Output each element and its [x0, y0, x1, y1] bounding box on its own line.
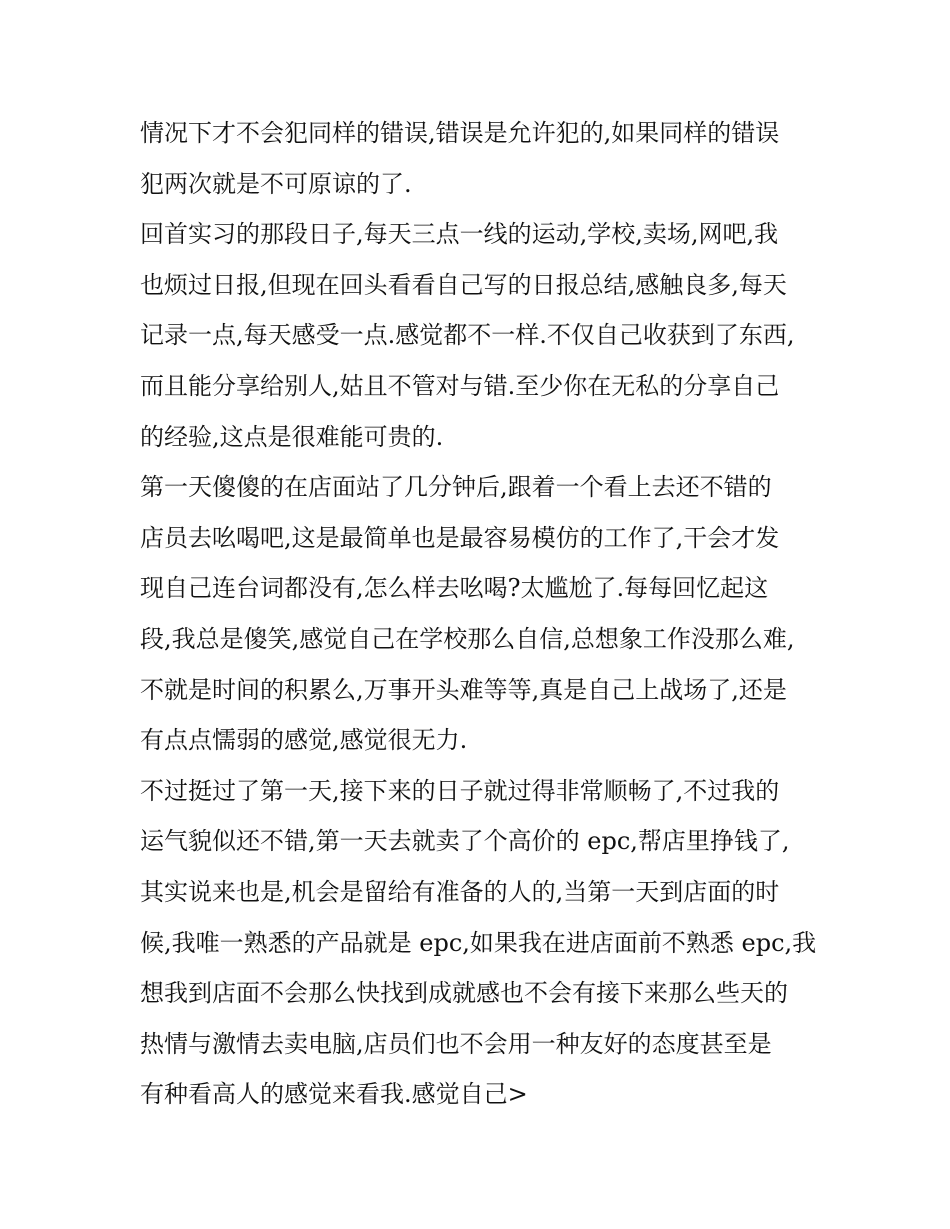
text-line: 想我到店面不会那么快找到成就感也不会有接下来那么些天的: [140, 979, 788, 1008]
text-line: 回首实习的那段日子,每天三点一线的运动,学校,卖场,网吧,我: [140, 220, 779, 249]
text-line: 不就是时间的积累么,万事开头难等等,真是自己上战场了,还是: [140, 675, 787, 704]
text-line: 有点点懦弱的感觉,感觉很无力.: [140, 726, 468, 755]
text-line: 也烦过日报,但现在回头看看自己写的日报总结,感触良多,每天: [140, 270, 787, 299]
body-text: [140, 108, 820, 1120]
text-line: 有种看高人的感觉来看我.感觉自己>: [140, 1080, 528, 1109]
text-line: 不过挺过了第一天,接下来的日子就过得非常顺畅了,不过我的: [140, 776, 780, 805]
text-line: 记录一点,每天感受一点.感觉都不一样.不仅自己收获到了东西,: [140, 321, 795, 350]
text-line: 犯两次就是不可原谅的了.: [140, 169, 412, 198]
text-line: 而且能分享给别人,姑且不管对与错.至少你在无私的分享自己: [140, 371, 780, 400]
text-line: 的经验,这点是很难能可贵的.: [140, 422, 444, 451]
text-line: 其实说来也是,机会是留给有准备的人的,当第一天到店面的时: [140, 877, 780, 906]
text-line: 店员去吆喝吧,这是最简单也是最容易模仿的工作了,干会才发: [140, 523, 780, 552]
text-line: 段,我总是傻笑,感觉自己在学校那么自信,总想象工作没那么难,: [140, 624, 795, 653]
text-line: 第一天傻傻的在店面站了几分钟后,跟着一个看上去还不错的: [140, 473, 772, 502]
text-line: 现自己连台词都没有,怎么样去吆喝?太尴尬了.每每回忆起这: [140, 574, 769, 603]
text-line: 情况下才不会犯同样的错误,错误是允许犯的,如果同样的错误: [140, 119, 780, 147]
text-line: 运气貌似还不错,第一天去就卖了个高价的 epc,帮店里挣钱了,: [140, 827, 790, 856]
text-line: 热情与激情去卖电脑,店员们也不会用一种友好的态度甚至是: [140, 1029, 772, 1058]
text-line: 候,我唯一熟悉的产品就是 epc,如果我在进店面前不熟悉 epc,我: [140, 928, 817, 957]
